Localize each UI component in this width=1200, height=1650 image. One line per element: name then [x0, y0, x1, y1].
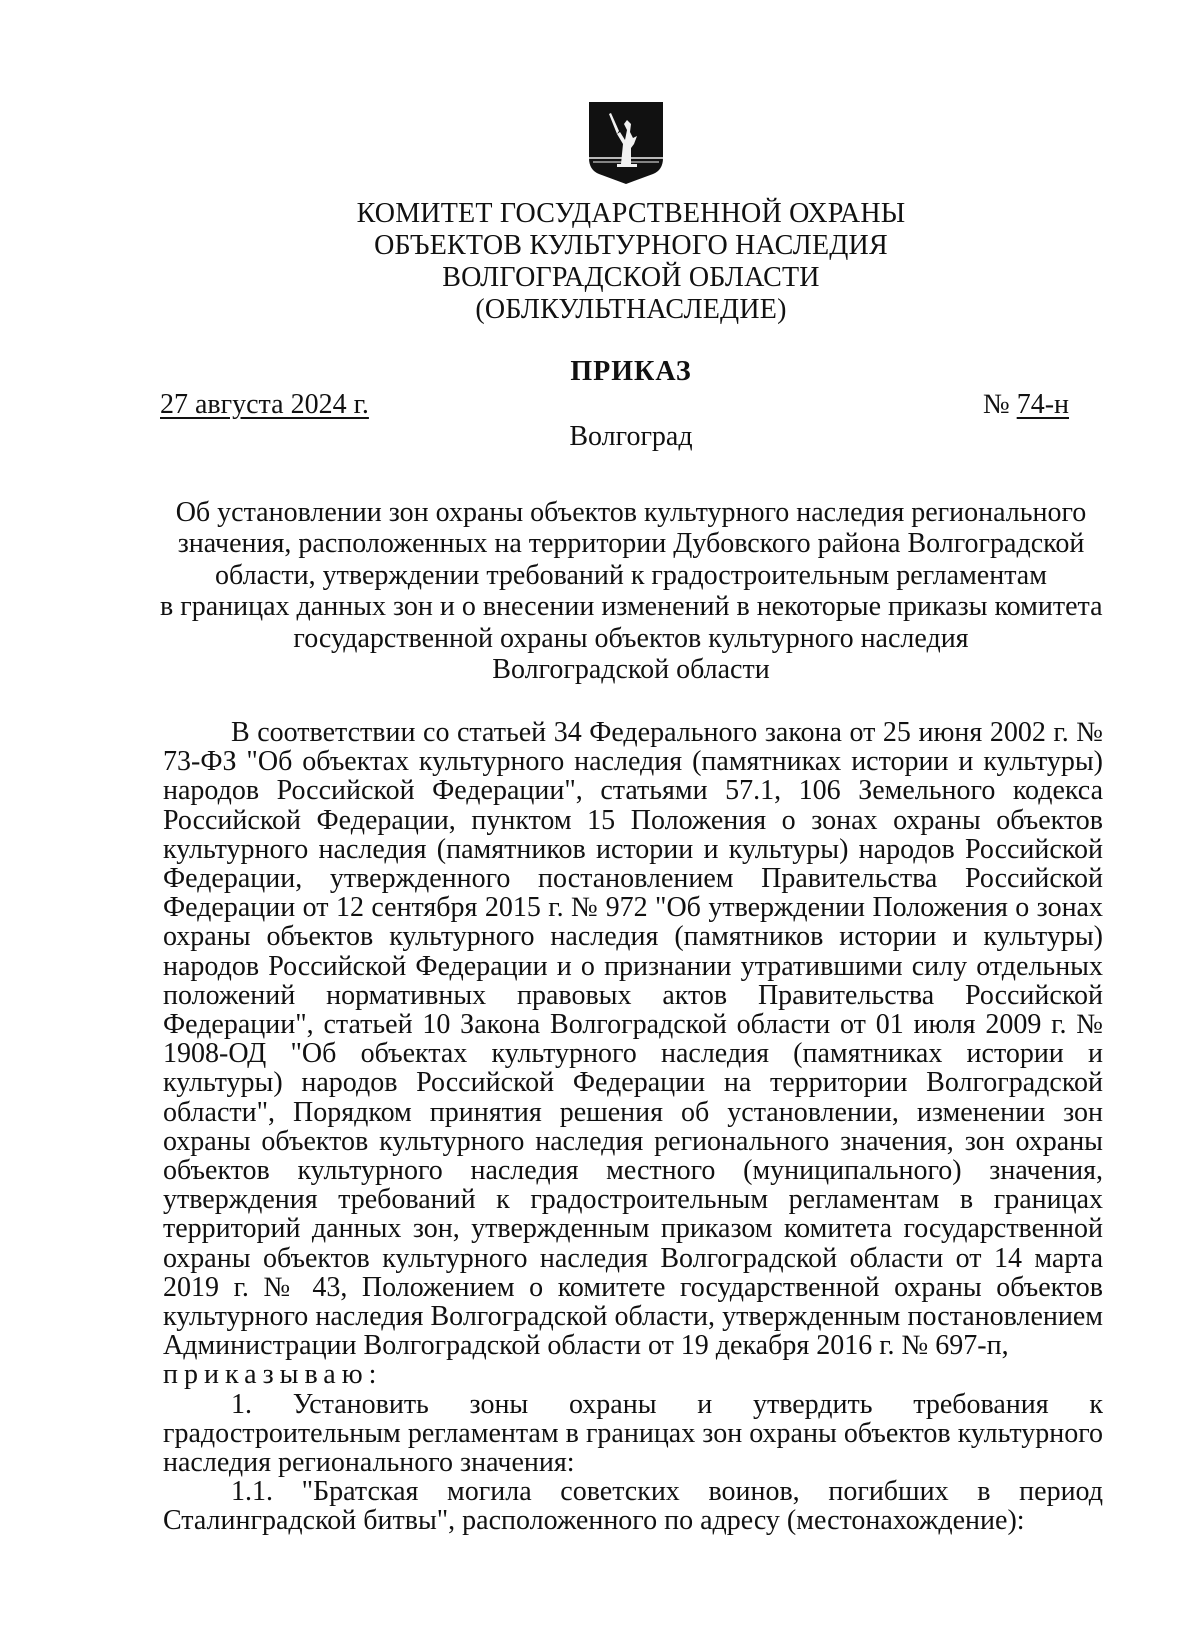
issuer-header — [0, 198, 1200, 326]
order-date: 27 августа 2024 г. — [160, 389, 369, 420]
order-number-prefix: № — [982, 389, 1017, 420]
issuer-line-2: ОБЪЕКТОВ КУЛЬТУРНОГО НАСЛЕДИЯ — [374, 230, 888, 261]
order-word-paragraph — [163, 1360, 1103, 1389]
volgograd-coat-of-arms-icon — [587, 100, 665, 188]
issuer-line-4: (ОБЛКУЛЬТНАСЛЕДИЕ) — [475, 294, 787, 325]
issuer-line-3: ВОЛГОГРАДСКОЙ ОБЛАСТИ — [442, 262, 820, 293]
order-body — [163, 718, 1103, 1536]
issuer-line-1: КОМИТЕТ ГОСУДАРСТВЕННОЙ ОХРАНЫ — [356, 198, 906, 229]
preamble-paragraph: В соответствии со статьей 34 Федерального закона от 25 июня 2002 г. № 73-ФЗ "Об объектах культурного наследия (памятниках истории и культуры) народов Российской Федерации", статьями 57.1, 106 Земельного кодекса Российской Федерации, пунктом 15 Положения о зонах охраны объектов культурного наследия (памятников истории и культуры) народов Российской Федерации, утвержденного постановлением Правительства Российской Федерации от 12 сентября 2015 г. № 972 "Об утверждении Положения о зонах охраны объектов культурного наследия (памятников истории и культуры) народов Российской Федерации и о признании утратившими силу отдельных положений нормативных правовых актов Правительства Российской Федерации", статьей 10 Закона Волгоградской области от 01 июля 2009 г. № 1908-ОД "Об объектах культурного наследия (памятниках истории и культуры) народов Российской Федерации на территории Волгоградской области", Порядком принятия решения об установлении, изменении зон охраны объектов культурного наследия регионального значения, зон охраны объектов культурного наследия местного (муниципального) значения, утверждения требований к градостроительным регламентам в границах территорий данных зон, утвержденным приказом комитета государственной охраны объектов культурного наследия Волгоградской области от 14 марта 2019 г. № 43, Положением о комитете государственной охраны объектов культурного наследия Волгоградской области, утвержденным постановлением Администрации Волгоградской области от 19 декабря 2016 г. № 697-п, — [163, 717, 1103, 1362]
subject-line: в границах данных зон и о внесении изменений в некоторые приказы комитета — [160, 591, 1103, 623]
order-city: Волгоград — [569, 421, 693, 452]
order-number-value: 74-н — [1016, 389, 1069, 420]
order-subject — [160, 497, 1102, 685]
document-title: ПРИКАЗ — [570, 356, 692, 387]
order-number — [983, 389, 1069, 421]
subject-line: государственной охраны объектов культурного наследия — [293, 622, 969, 654]
subject-line: Волгоградской области — [492, 654, 770, 686]
subject-line: области, утверждении требований к градостроительным регламентам — [215, 559, 1047, 591]
item-1-1-paragraph: 1.1. "Братская могила советских воинов, погибших в период Сталинградской битвы", расположенного по адресу (местонахождение): — [163, 1476, 1103, 1537]
item-1-paragraph: 1. Установить зоны охраны и утвердить требования к градостроительным регламентам в границах зон охраны объектов культурного наследия регионального значения: — [163, 1388, 1103, 1479]
subject-line: Об установлении зон охраны объектов культурного наследия регионального — [175, 497, 1087, 528]
subject-line: значения, расположенных на территории Дубовского района Волгоградской — [177, 528, 1085, 560]
order-word: приказываю: — [163, 1359, 383, 1391]
